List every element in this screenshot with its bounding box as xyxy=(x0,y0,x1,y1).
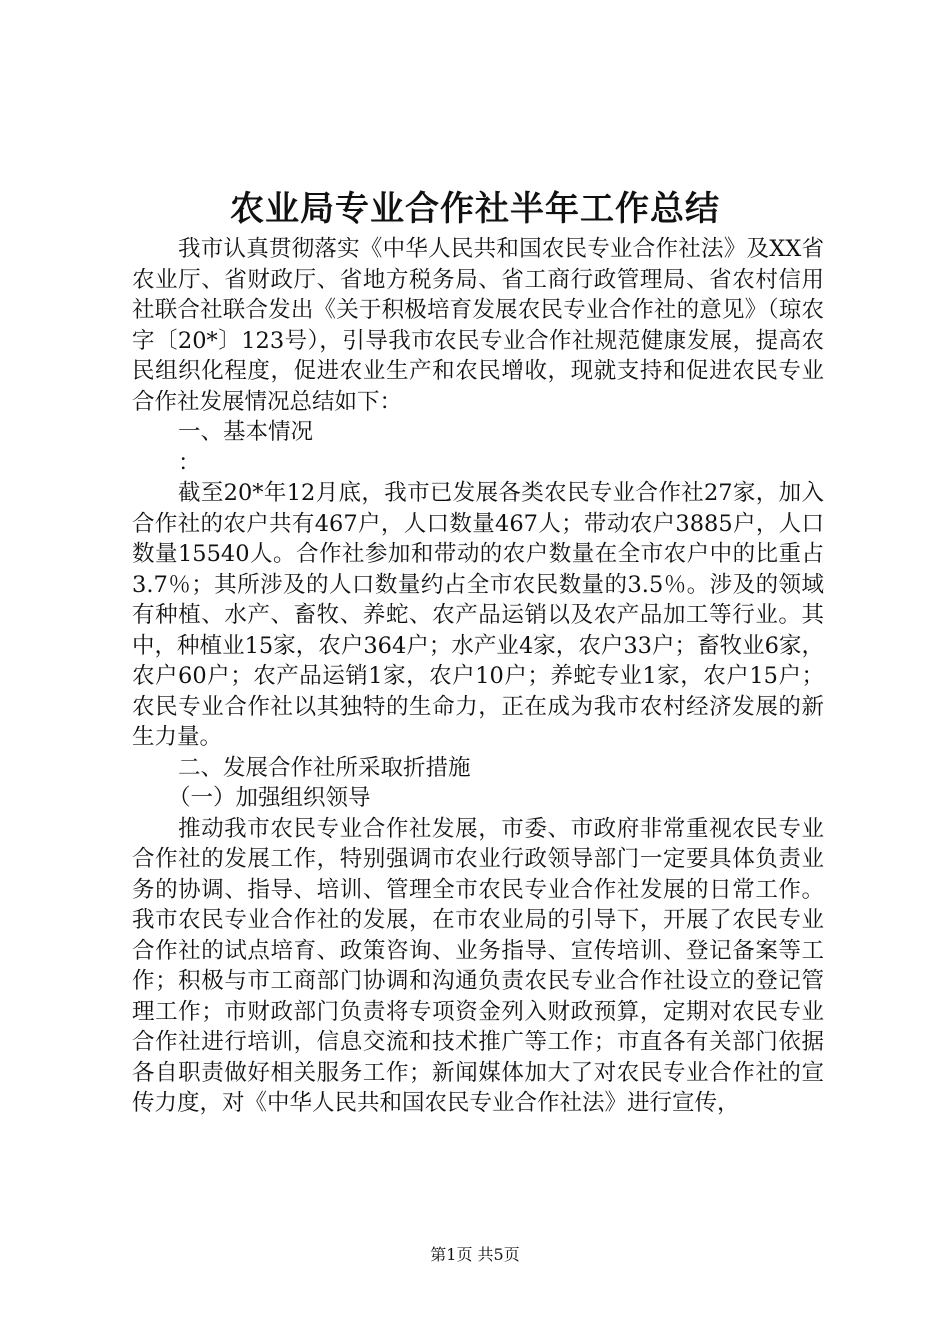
statistics-paragraph: 截至20*年12月底，我市已发展各类农民专业合作社27家，加入合作社的农户共有467户，人口数量467人；带动农户3885户，人口数量15540人。合作社参加和带动的农户数量在全市农户中的比重占3.7％；其所涉及的人口数量约占全市农民数量的3.5％。涉及的领域有种植、水产、畜牧、养蛇、农产品运销以及农产品加工等行业。其中，种植业15家，农户364户；水产业4家，农户33户；畜牧业6家，农户60户；农产品运销1家，农户10户；养蛇专业1家，农户15户；农民专业合作社以其独特的生命力，正在成为我市农村经济发展的新生力量。 xyxy=(132,480,824,750)
page-footer: 第1页 共5页 xyxy=(430,1245,520,1264)
subsection-heading-leadership: （一）加强组织领导 xyxy=(168,785,371,811)
document-title: 农业局专业合作社半年工作总结 xyxy=(230,189,720,229)
section-heading-basic-situation: 一、基本情况 xyxy=(178,419,314,445)
leadership-paragraph: 推动我市农民专业合作社发展，市委、市政府非常重视农民专业合作社的发展工作，特别强调市农业行政领导部门一定要具体负责业务的协调、指导、培训、管理全市农民专业合作社发展的日常工作。我市农民专业合作社的发展，在市农业局的引导下，开展了农民专业合作社的试点培育、政策咨询、业务指导、宣传培训、登记备案等工作；积极与市工商部门协调和沟通负责农民专业合作社设立的登记管理工作；市财政部门负责将专项资金列入财政预算，定期对农民专业合作社进行培训，信息交流和技术推广等工作；市直各有关部门依据各自职责做好相关服务工作；新闻媒体加大了对农民专业合作社的宣传力度，对《中华人民共和国农民专业合作社法》进行宣传， xyxy=(132,815,824,1116)
intro-paragraph: 我市认真贯彻落实《中华人民共和国农民专业合作社法》及XX省农业厅、省财政厅、省地方税务局、省工商行政管理局、省农村信用社联合社联合发出《关于积极培育发展农民专业合作社的意见》（琼农字〔20*〕123号），引导我市农民专业合作社规范健康发展，提高农民组织化程度，促进农业生产和农民增收，现就支持和促进农民专业合作社发展情况总结如下： xyxy=(132,236,824,415)
document-body xyxy=(132,234,824,1119)
section-heading-measures: 二、发展合作社所采取折措施 xyxy=(178,754,471,781)
stray-colon-line: ： xyxy=(178,449,201,476)
